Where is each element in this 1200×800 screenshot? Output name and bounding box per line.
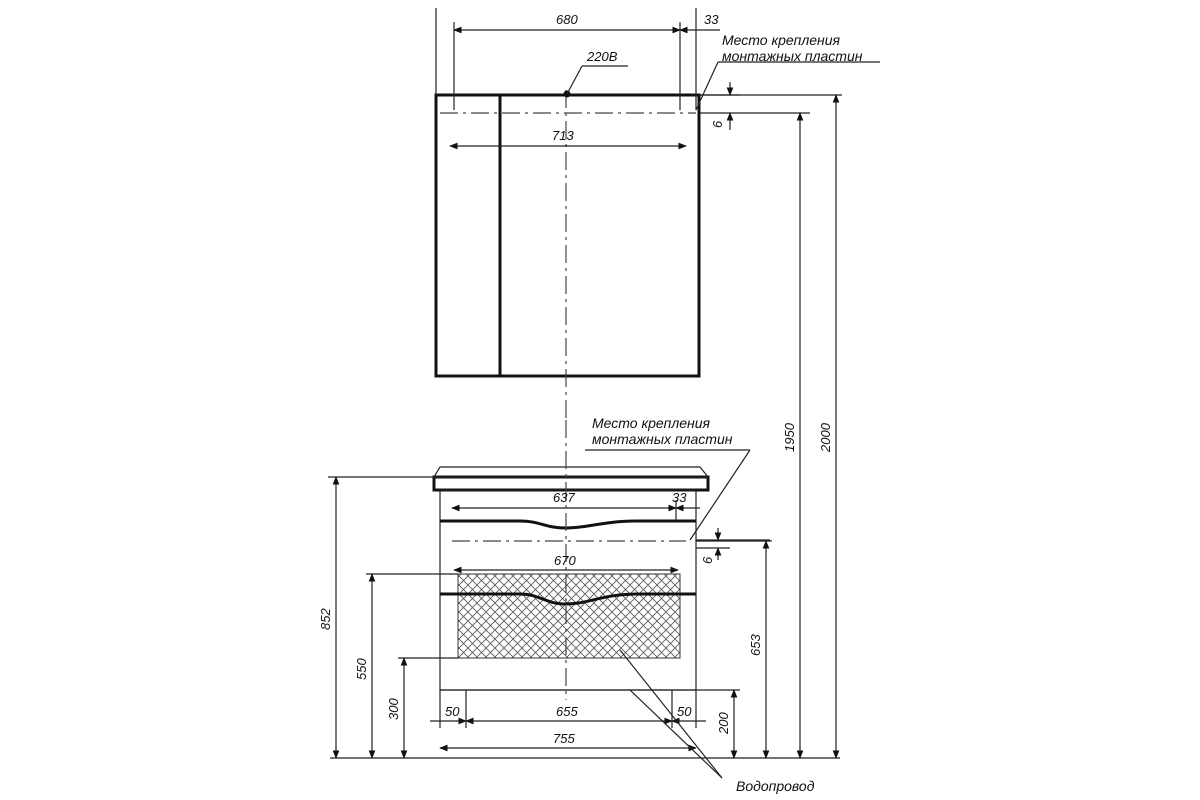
- dim-655: 655: [556, 704, 578, 719]
- dim-2000: 2000: [818, 423, 833, 452]
- dim-33-cabinet: 33: [672, 490, 687, 505]
- upper-drawer-edge: [440, 521, 696, 528]
- dim-550: 550: [354, 658, 369, 680]
- mirror-mount-note-line2: монтажных пластин: [722, 48, 863, 64]
- mirror-mount-note-line1: Место крепления: [722, 32, 841, 48]
- dim-50-right: 50: [677, 704, 692, 719]
- dim-653: 653: [748, 634, 763, 656]
- countertop: [434, 477, 708, 490]
- dim-713: 713: [552, 128, 574, 143]
- water-supply-label: Водопровод: [736, 778, 815, 794]
- dim-50-left: 50: [445, 704, 460, 719]
- mirror-cabinet: [436, 8, 880, 420]
- dim-6-cabinet: 6: [700, 556, 715, 564]
- dim-637: 637: [553, 490, 575, 505]
- cabinet-mount-note-line2: монтажных пластин: [592, 431, 733, 447]
- dim-200: 200: [716, 712, 731, 734]
- siphon-zone: [458, 574, 680, 658]
- vanity-cabinet: [330, 415, 840, 794]
- dim-680: 680: [556, 12, 578, 27]
- dim-1950: 1950: [782, 423, 797, 452]
- dim-6-mirror: 6: [710, 120, 725, 128]
- dim-755: 755: [553, 731, 575, 746]
- power-label: 220В: [587, 49, 618, 64]
- cabinet-mount-note-line1: Место крепления: [592, 415, 711, 431]
- dim-852: 852: [318, 608, 333, 630]
- dim-33-top: 33: [704, 12, 719, 27]
- dim-300: 300: [386, 698, 401, 720]
- height-dimensions: [318, 95, 842, 758]
- dim-670: 670: [554, 553, 576, 568]
